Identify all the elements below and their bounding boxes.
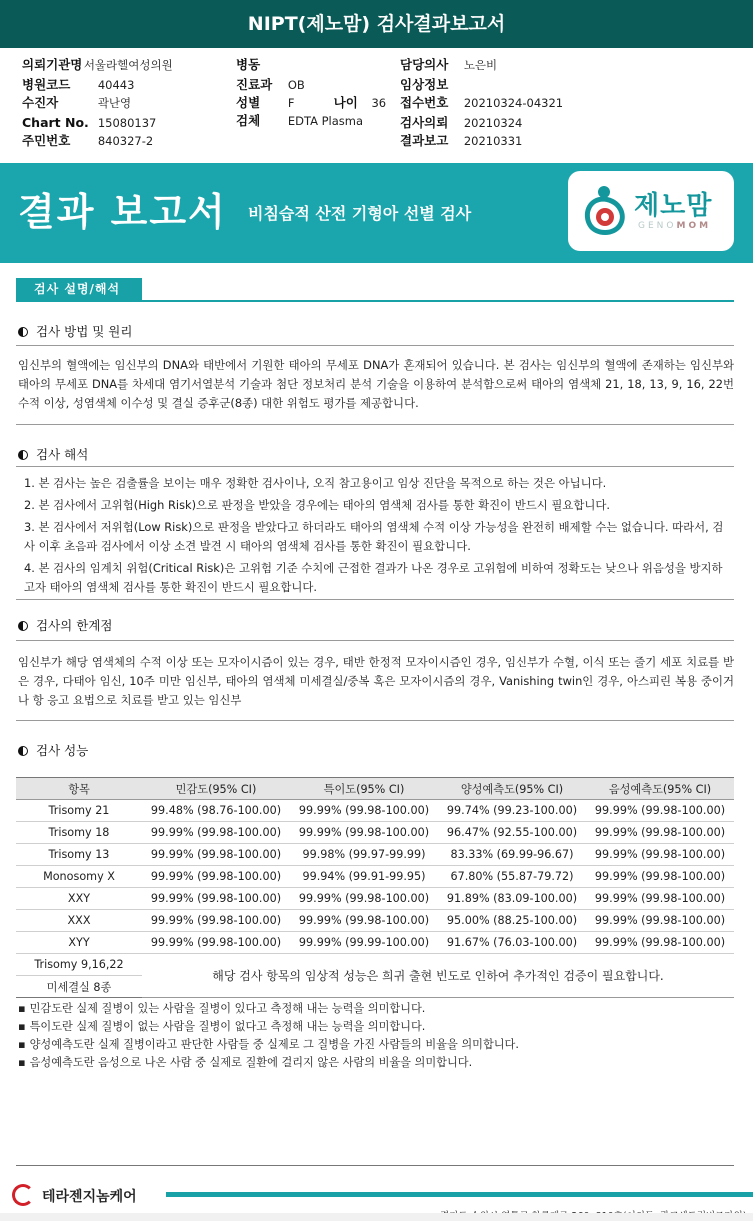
performance-heading-text: 검사 성능: [36, 743, 89, 758]
logo-text: 제노맘: [634, 191, 713, 221]
request-row: [400, 114, 522, 132]
clinical-row: [400, 76, 464, 94]
institution-value: 서울라헬여성의원: [83, 58, 173, 72]
divider: [16, 599, 734, 600]
column-header: 양성예측도(95% CI): [438, 778, 586, 800]
ward-row: [236, 56, 288, 74]
table-cell: 99.99% (99.98-100.00): [586, 866, 734, 888]
patient-row: [22, 94, 131, 112]
chart-row: [22, 114, 156, 132]
table-cell: 99.99% (99.98-100.00): [290, 910, 438, 932]
table-cell: Trisomy 21: [16, 800, 142, 822]
dept-label: 진료과: [236, 77, 273, 92]
limits-heading: [18, 616, 112, 634]
receipt-row: [400, 94, 563, 112]
specimen-value: EDTA Plasma: [287, 114, 364, 128]
hospital-code-row: [22, 76, 134, 94]
column-header: 특이도(95% CI): [290, 778, 438, 800]
interpretation-heading: [18, 445, 88, 463]
method-body: 임신부의 혈액에는 임신부의 DNA와 태반에서 기원한 태아의 무세포 DNA가 혼재되어 있습니다. 본 검사는 임신부의 혈액에 존재하는 임신부와 태아의 무세포 DNA를 차세대 염기서열분석 기술과 첨단 정보처리 분석 기술을 이용하여 분석함으로써 태아의 염색체 21, 18, 13, 9, 16, 22번 수적 이상, 성염색체 이수성 및 결실 증후군(8종) 대한 위험도 평가를 제공합니다.: [18, 358, 734, 410]
table-row: [16, 888, 734, 910]
divider: [16, 720, 734, 721]
dept-row: [236, 76, 305, 94]
section-tab-rule: [16, 300, 734, 302]
column-header: 항목: [16, 778, 142, 800]
interpretation-item: 1. 본 검사는 높은 검출률을 보이는 매우 정확한 검사이나, 오직 참고용이고 임상 진단을 목적으로 하는 것은 아닙니다.: [24, 476, 607, 490]
table-cell: 99.99% (99.98-100.00): [586, 888, 734, 910]
table-cell: 91.89% (83.09-100.00): [438, 888, 586, 910]
table-cell: 67.80% (55.87-79.72): [438, 866, 586, 888]
patient-value: 곽난영: [97, 96, 132, 110]
table-cell: 99.74% (99.23-100.00): [438, 800, 586, 822]
table-row: [16, 910, 734, 932]
performance-table: [16, 777, 734, 998]
table-cell: 99.99% (99.98-100.00): [290, 800, 438, 822]
interpretation-list: [24, 474, 724, 600]
banner-subtitle: 비침습적 산전 기형아 선별 검사: [248, 204, 472, 223]
report-date-label: 결과보고: [400, 133, 449, 148]
table-cell: Trisomy 13: [16, 844, 142, 866]
dept-value: OB: [287, 78, 305, 92]
table-header-row: [16, 778, 734, 800]
table-cell: 99.99% (99.98-100.00): [586, 844, 734, 866]
table-cell: 99.99% (99.98-100.00): [290, 822, 438, 844]
interpretation-item: 4. 본 검사의 임계치 위험(Critical Risk)은 고위험 기준 수치에 근접한 결과가 나온 경우로 고위험에 비하여 정확도는 낮으나 위음성을 방지하고자 태아의 염색체 검사를 통한 확진이 반드시 필요합니다.: [24, 561, 723, 594]
sex-row: [236, 94, 386, 112]
report-title: NIPT(제노맘) 검사결과보고서: [0, 0, 753, 48]
sex-label: 성별: [236, 95, 261, 110]
table-note-cell: 해당 검사 항목의 임상적 성능은 희귀 출현 빈도로 인하여 추가적인 검증이 필요합니다.: [142, 954, 734, 998]
half-circle-icon: [18, 746, 28, 756]
request-label: 검사의뢰: [400, 115, 449, 130]
table-cell: 99.94% (99.91-99.95): [290, 866, 438, 888]
table-cell: XYY: [16, 932, 142, 954]
specimen-row: [236, 112, 363, 130]
table-cell: 99.48% (98.76-100.00): [142, 800, 290, 822]
receipt-value: 20210324-04321: [463, 96, 564, 110]
page-bottom-strip: [0, 1213, 753, 1221]
doctor-value: 노은비: [463, 58, 498, 72]
limits-heading-text: 검사의 한계점: [36, 618, 113, 633]
patient-label: 수진자: [22, 95, 59, 110]
sex-value: F: [287, 96, 295, 110]
table-row: [16, 954, 734, 976]
table-cell: Trisomy 9,16,22: [16, 954, 142, 976]
table-cell: XXY: [16, 888, 142, 910]
table-cell: 99.99% (99.98-100.00): [142, 910, 290, 932]
table-cell: XXX: [16, 910, 142, 932]
report-date-value: 20210331: [463, 134, 523, 148]
table-cell: 95.00% (88.25-100.00): [438, 910, 586, 932]
table-cell: Monosomy X: [16, 866, 142, 888]
doctor-row: [400, 56, 497, 74]
note-item: ▪ 음성예측도란 음성으로 나온 사람 중 실제로 질환에 걸리지 않은 사람의 비율을 의미합니다.: [18, 1054, 734, 1072]
hospital-code-value: 40443: [97, 78, 135, 92]
table-row: [16, 822, 734, 844]
footer-accent-bar: [166, 1192, 753, 1197]
institution-row: [22, 56, 173, 74]
ward-label: 병동: [236, 57, 261, 72]
result-banner: [0, 163, 753, 263]
table-cell: 99.99% (99.98-100.00): [586, 932, 734, 954]
table-cell: 99.99% (99.98-100.00): [142, 932, 290, 954]
table-cell: 99.98% (99.97-99.99): [290, 844, 438, 866]
note-item: ▪ 민감도란 실제 질병이 있는 사람을 질병이 있다고 측정해 내는 능력을 의미합니다.: [18, 1000, 734, 1018]
note-item: ▪ 양성예측도란 실제 질병이라고 판단한 사람들 중 실제로 그 질병을 가진 사람들의 비율을 의미합니다.: [18, 1036, 734, 1054]
table-cell: 99.99% (99.98-100.00): [142, 888, 290, 910]
table-cell: 99.99% (99.98-100.00): [290, 888, 438, 910]
age-label: 나이: [333, 95, 358, 110]
table-cell: 99.99% (99.99-100.00): [290, 932, 438, 954]
request-value: 20210324: [463, 116, 523, 130]
table-cell: 99.99% (99.98-100.00): [586, 800, 734, 822]
limits-body: 임신부가 해당 염색체의 수적 이상 또는 모자이시즘이 있는 경우, 태반 한정적 모자이시즘인 경우, 임신부가 수혈, 이식 또는 줄기 세포 치료를 받은 경우, 다태아 임신, 10주 미만 임신부, 태아의 염색체 미세결실/중복 혹은 모자이시즘의 경우, Vanishing twin인 경우, 아스피린 복용 중이거나 항 응고 요법으로 치료를 받고 있는 임신부: [18, 655, 734, 707]
table-row: [16, 800, 734, 822]
method-heading-text: 검사 방법 및 원리: [36, 324, 133, 339]
section-tab-explanation: 검사 설명/해석: [16, 278, 142, 301]
table-cell: 99.99% (99.98-100.00): [586, 910, 734, 932]
table-cell: 99.99% (99.98-100.00): [586, 822, 734, 844]
table-cell: 미세결실 8종: [16, 976, 142, 998]
chart-label: Chart No.: [22, 115, 89, 130]
clinical-label: 임상정보: [400, 77, 449, 92]
receipt-label: 접수번호: [400, 95, 449, 110]
table-cell: 99.99% (99.98-100.00): [142, 822, 290, 844]
patient-info: [0, 48, 753, 156]
company-name: 테라젠지놈케어: [42, 1189, 137, 1205]
definition-notes: [18, 1000, 734, 1072]
column-header: 음성예측도(95% CI): [586, 778, 734, 800]
table-row: [16, 932, 734, 954]
institution-label: 의뢰기관명: [22, 57, 83, 72]
logo-sub-mom: MOM: [676, 221, 712, 231]
resident-label: 주민번호: [22, 133, 71, 148]
logo-sub-geno: GENO: [638, 221, 677, 231]
divider: [16, 345, 734, 346]
banner-title: 결과 보고서: [18, 190, 227, 234]
table-cell: 99.99% (99.98-100.00): [142, 866, 290, 888]
table-cell: 83.33% (69.99-96.67): [438, 844, 586, 866]
chart-value: 15080137: [97, 116, 157, 130]
interpretation-item: 3. 본 검사에서 저위험(Low Risk)으로 판정을 받았다고 하더라도 태아의 염색체 수적 이상 가능성을 완전히 배제할 수는 없습니다. 따라서, 검사 이후 초음파 검사에서 이상 소견 발견 시 태아의 염색체 검사를 통한 확진이 필요합니다.: [24, 520, 724, 553]
doctor-label: 담당의사: [400, 57, 449, 72]
table-cell: 99.99% (99.98-100.00): [142, 844, 290, 866]
table-cell: 91.67% (76.03-100.00): [438, 932, 586, 954]
interpretation-item: 2. 본 검사에서 고위험(High Risk)으로 판정을 받았을 경우에는 태아의 염색체 검사를 통한 확진이 반드시 필요합니다.: [24, 498, 610, 512]
table-cell: Trisomy 18: [16, 822, 142, 844]
theragen-logo-icon: [12, 1184, 34, 1206]
table-row: [16, 844, 734, 866]
divider: [16, 424, 734, 425]
logo-subtext: [638, 221, 711, 231]
divider: [16, 640, 734, 641]
hospital-code-label: 병원코드: [22, 77, 71, 92]
performance-heading: [18, 741, 88, 759]
interpretation-heading-text: 검사 해석: [36, 447, 89, 462]
half-circle-icon: [18, 450, 28, 460]
footer-divider: [16, 1165, 734, 1166]
method-heading: [18, 322, 132, 340]
genomom-mother-icon: [582, 185, 626, 235]
half-circle-icon: [18, 327, 28, 337]
half-circle-icon: [18, 621, 28, 631]
resident-row: [22, 132, 153, 150]
divider: [16, 466, 734, 467]
column-header: 민감도(95% CI): [142, 778, 290, 800]
report-date-row: [400, 132, 522, 150]
table-cell: 96.47% (92.55-100.00): [438, 822, 586, 844]
table-row: [16, 866, 734, 888]
specimen-label: 검체: [236, 113, 261, 128]
resident-value: 840327-2: [97, 134, 154, 148]
note-item: ▪ 특이도란 실제 질병이 없는 사람을 질병이 없다고 측정해 내는 능력을 의미합니다.: [18, 1018, 734, 1036]
age-value: 36: [371, 96, 387, 110]
genomom-logo: [568, 171, 734, 251]
